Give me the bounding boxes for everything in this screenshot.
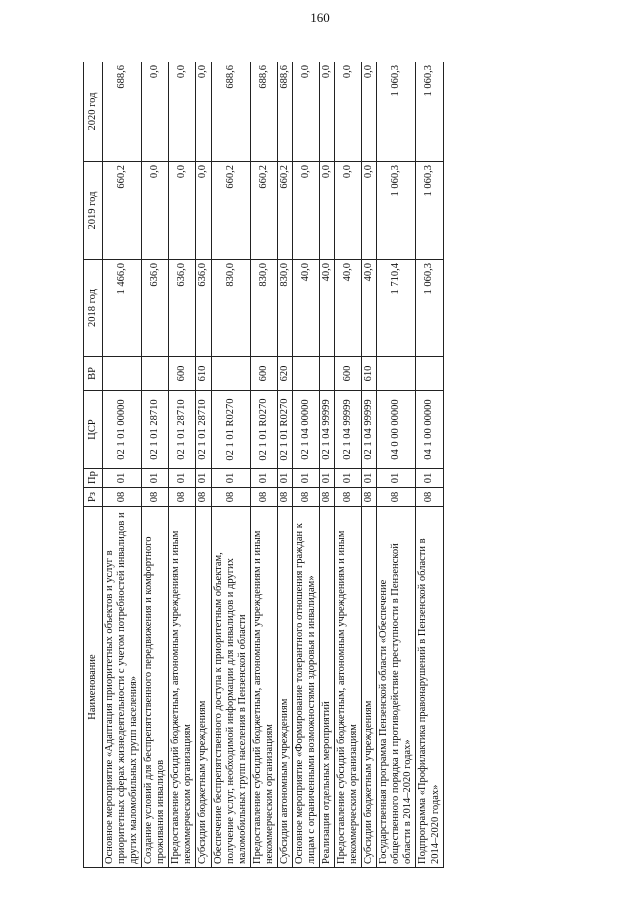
- cell-2018: 636,0: [169, 260, 196, 357]
- cell-name: Подпрограмма «Профилактика правонарушений в Пензенской области в 2014–2020 годах»: [416, 507, 443, 868]
- cell-2019: 0,0: [169, 162, 196, 260]
- cell-rz: 08: [416, 488, 443, 507]
- table-body: [103, 62, 444, 868]
- cell-pr: 01: [250, 469, 277, 488]
- cell-rz: 08: [169, 488, 196, 507]
- cell-2019: 660,2: [103, 162, 142, 260]
- cell-rz: 08: [320, 488, 335, 507]
- cell-2018: 40,0: [335, 260, 362, 357]
- cell-2020: 0,0: [335, 62, 362, 162]
- cell-name: Реализация отдельных мероприятий: [320, 507, 335, 868]
- cell-pr: 01: [362, 469, 377, 488]
- cell-name: Основное мероприятие «Адаптация приоритетных объектов и услуг в приоритетных сферах жизнедеятельности с учетом потребностей инвалидов и других маломобильных групп населения»: [103, 507, 142, 868]
- header-2020: 2020 год: [84, 62, 103, 162]
- cell-rz: 08: [142, 488, 169, 507]
- cell-name: Основное мероприятие «Формирование толерантного отношения граждан к лицам с ограниченными возможностями здоровья и инвалидам»: [292, 507, 319, 868]
- cell-2019: 660,2: [211, 162, 250, 260]
- cell-name: Субсидии бюджетным учреждениям: [196, 507, 211, 868]
- cell-2018: 1 710,4: [377, 260, 416, 357]
- cell-2018: 830,0: [277, 260, 292, 357]
- cell-2018: 636,0: [196, 260, 211, 357]
- cell-rz: 08: [277, 488, 292, 507]
- table-row: [196, 62, 211, 868]
- cell-vr: 600: [169, 357, 196, 391]
- cell-2018: 40,0: [320, 260, 335, 357]
- cell-vr: [211, 357, 250, 391]
- header-pr: Пр: [84, 469, 103, 488]
- cell-2019: 0,0: [362, 162, 377, 260]
- cell-2020: 0,0: [169, 62, 196, 162]
- cell-csr: 02 1 01 28710: [196, 391, 211, 469]
- cell-pr: 01: [335, 469, 362, 488]
- cell-rz: 08: [292, 488, 319, 507]
- cell-2020: 0,0: [196, 62, 211, 162]
- table-row: [292, 62, 319, 868]
- cell-csr: 02 1 01 R0270: [250, 391, 277, 469]
- cell-csr: 02 1 01 28710: [142, 391, 169, 469]
- table-row: [320, 62, 335, 868]
- cell-2019: 0,0: [292, 162, 319, 260]
- cell-csr: 02 1 04 99999: [335, 391, 362, 469]
- header-rz: Рз: [84, 488, 103, 507]
- cell-2020: 1 060,3: [377, 62, 416, 162]
- cell-csr: 04 0 00 00000: [377, 391, 416, 469]
- cell-2020: 688,6: [211, 62, 250, 162]
- cell-rz: 08: [103, 488, 142, 507]
- cell-2019: 0,0: [335, 162, 362, 260]
- cell-2020: 688,6: [103, 62, 142, 162]
- cell-csr: 02 1 04 00000: [292, 391, 319, 469]
- cell-name: Предоставление субсидий бюджетным, автономным учреждениям и иным некоммерческим организациям: [335, 507, 362, 868]
- cell-2018: 1 466,0: [103, 260, 142, 357]
- cell-2018: 40,0: [292, 260, 319, 357]
- cell-vr: 600: [335, 357, 362, 391]
- cell-2018: 830,0: [211, 260, 250, 357]
- cell-vr: 600: [250, 357, 277, 391]
- cell-rz: 08: [362, 488, 377, 507]
- cell-pr: 01: [277, 469, 292, 488]
- header-vr: ВР: [84, 357, 103, 391]
- cell-vr: 620: [277, 357, 292, 391]
- cell-2020: 0,0: [320, 62, 335, 162]
- cell-2020: 1 060,3: [416, 62, 443, 162]
- cell-2019: 1 060,3: [377, 162, 416, 260]
- cell-csr: 02 1 04 99999: [320, 391, 335, 469]
- cell-name: Субсидии автономным учреждениям: [277, 507, 292, 868]
- cell-pr: 01: [142, 469, 169, 488]
- cell-2019: 0,0: [196, 162, 211, 260]
- cell-pr: 01: [320, 469, 335, 488]
- table-row: [103, 62, 142, 868]
- rotated-table-area: [83, 62, 539, 868]
- cell-name: Создание условий для беспрепятственного передвижения и комфортного проживания инвалидов: [142, 507, 169, 868]
- table-header-row: [84, 62, 103, 868]
- cell-vr: [377, 357, 416, 391]
- table-row: [250, 62, 277, 868]
- cell-vr: [320, 357, 335, 391]
- table-row: [335, 62, 362, 868]
- cell-pr: 01: [377, 469, 416, 488]
- table-row: [416, 62, 443, 868]
- cell-2020: 688,6: [277, 62, 292, 162]
- cell-pr: 01: [211, 469, 250, 488]
- cell-2019: 0,0: [142, 162, 169, 260]
- cell-name: Государственная программа Пензенской области «Обеспечение общественного порядка и противодействие преступности в Пензенской области в 2014–2020 годах»: [377, 507, 416, 868]
- cell-vr: [292, 357, 319, 391]
- cell-rz: 08: [250, 488, 277, 507]
- cell-2020: 688,6: [250, 62, 277, 162]
- cell-2018: 830,0: [250, 260, 277, 357]
- cell-2019: 660,2: [250, 162, 277, 260]
- page-number: 160: [310, 10, 330, 25]
- header-2018: 2018 год: [84, 260, 103, 357]
- cell-rz: 08: [335, 488, 362, 507]
- cell-vr: 610: [362, 357, 377, 391]
- cell-pr: 01: [196, 469, 211, 488]
- cell-csr: 02 1 01 00000: [103, 391, 142, 469]
- cell-2018: 636,0: [142, 260, 169, 357]
- cell-vr: [416, 357, 443, 391]
- cell-2020: 0,0: [142, 62, 169, 162]
- table-row: [362, 62, 377, 868]
- cell-rz: 08: [211, 488, 250, 507]
- cell-2019: 660,2: [277, 162, 292, 260]
- budget-table: [83, 62, 444, 868]
- cell-name: Предоставление субсидий бюджетным, автономным учреждениям и иным некоммерческим организациям: [250, 507, 277, 868]
- cell-2018: 40,0: [362, 260, 377, 357]
- header-csr: ЦСР: [84, 391, 103, 469]
- cell-rz: 08: [196, 488, 211, 507]
- header-name: Наименование: [84, 507, 103, 868]
- cell-csr: 02 1 04 99999: [362, 391, 377, 469]
- cell-vr: [103, 357, 142, 391]
- cell-2020: 0,0: [292, 62, 319, 162]
- table-row: [377, 62, 416, 868]
- table-row: [142, 62, 169, 868]
- table-row: [211, 62, 250, 868]
- cell-2019: 0,0: [320, 162, 335, 260]
- cell-csr: 04 1 00 00000: [416, 391, 443, 469]
- cell-2020: 0,0: [362, 62, 377, 162]
- cell-pr: 01: [103, 469, 142, 488]
- cell-pr: 01: [416, 469, 443, 488]
- cell-name: Обеспечение беспрепятственного доступа к приоритетным объектам, получение услуг, необходимой информации для инвалидов и других маломобильных групп населения в Пензенской области: [211, 507, 250, 868]
- cell-vr: [142, 357, 169, 391]
- table-row: [277, 62, 292, 868]
- table-row: [169, 62, 196, 868]
- cell-pr: 01: [292, 469, 319, 488]
- cell-name: Предоставление субсидий бюджетным, автономным учреждениям и иным некоммерческим организациям: [169, 507, 196, 868]
- cell-csr: 02 1 01 R0270: [277, 391, 292, 469]
- header-2019: 2019 год: [84, 162, 103, 260]
- cell-rz: 08: [377, 488, 416, 507]
- rotated-table-container: [83, 62, 539, 868]
- cell-vr: 610: [196, 357, 211, 391]
- cell-pr: 01: [169, 469, 196, 488]
- cell-csr: 02 1 01 28710: [169, 391, 196, 469]
- cell-2019: 1 060,3: [416, 162, 443, 260]
- cell-csr: 02 1 01 R0270: [211, 391, 250, 469]
- cell-name: Субсидии бюджетным учреждениям: [362, 507, 377, 868]
- cell-2018: 1 060,3: [416, 260, 443, 357]
